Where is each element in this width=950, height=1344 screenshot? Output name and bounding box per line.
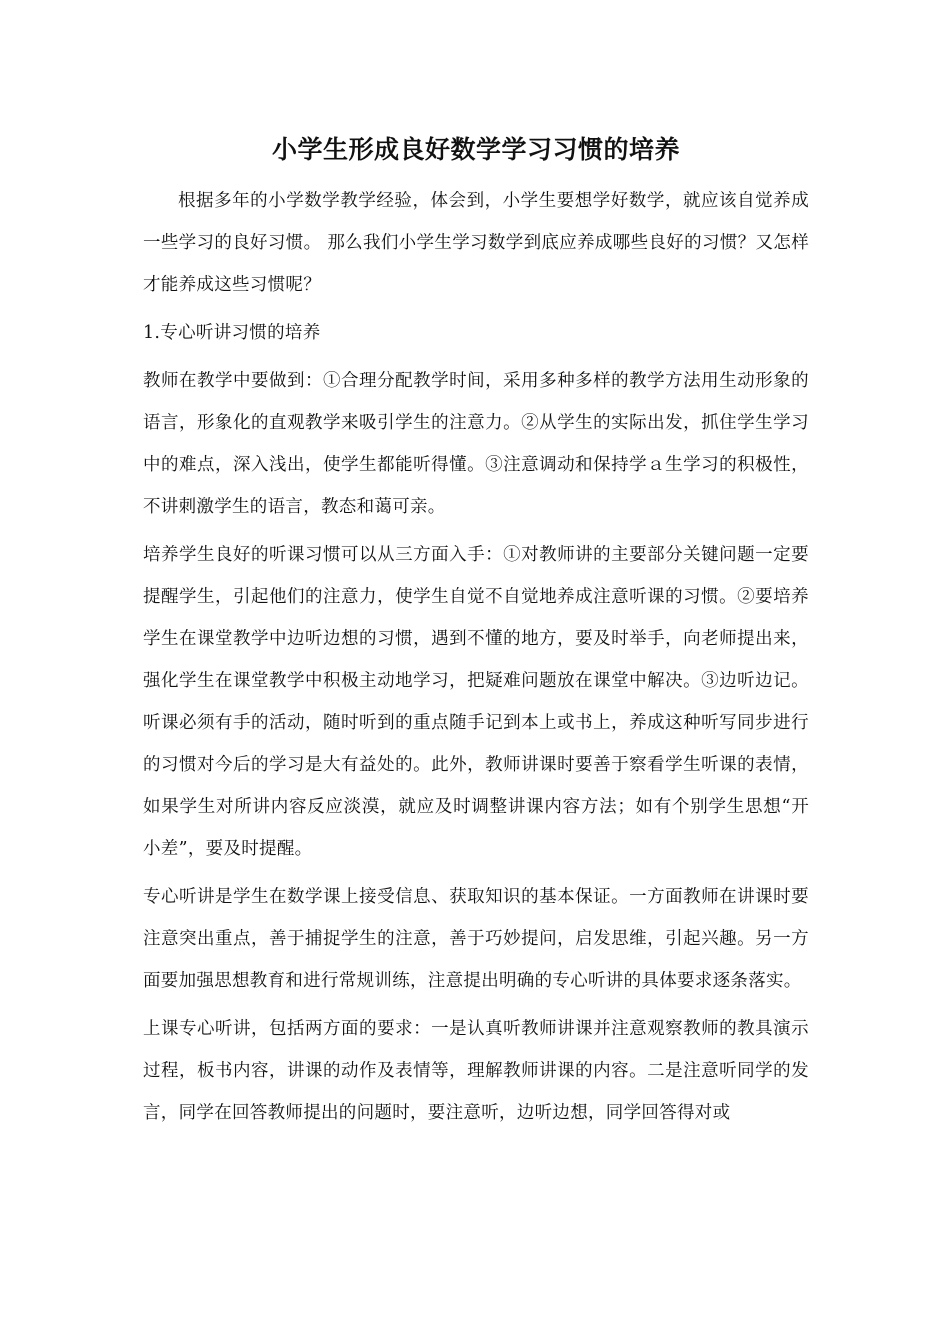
- body-paragraph: 教师在教学中要做到：①合理分配教学时间，采用多种多样的教学方法用生动形象的语言，形象化的直观教学来吸引学生的注意力。②从学生的实际出发，抓住学生学习中的难点，深入浅出，使学生都能听得懂。③注意调动和保持学ａ生学习的积极性，不讲刺激学生的语言，教态和蔼可亲。: [143, 371, 809, 517]
- body-paragraph: 培养学生良好的听课习惯可以从三方面入手：①对教师讲的主要部分关键问题一定要提醒学生，引起他们的注意力，使学生自觉不自觉地养成注意听课的习惯。②要培养学生在课堂教学中边听边想的习惯，遇到不懂的地方，要及时举手，向老师提出来，强化学生在课堂教学中积极主动地学习，把疑难问题放在课堂中解决。③边听边记。听课必须有手的活动，随时听到的重点随手记到本上或书上，养成这种听写同步进行的习惯对今后的学习是大有益处的。此外，教师讲课时要善于察看学生听课的表情，如果学生对所讲内容反应淡漠，就应及时调整讲课内容方法；如有个别学生思想“开小差”，要及时提醒。: [143, 545, 809, 859]
- document-title: 小学生形成良好数学学习习惯的培养: [271, 135, 680, 164]
- body-paragraph: 上课专心听讲，包括两方面的要求：一是认真听教师讲课并注意观察教师的教具演示过程，板书内容，讲课的动作及表情等，理解教师讲课的内容。二是注意听同学的发言，同学在回答教师提出的问题时，要注意听，边听边想，同学回答得对或: [143, 1019, 809, 1123]
- body-paragraph: 专心听讲是学生在数学课上接受信息、获取知识的基本保证。一方面教师在讲课时要注意突出重点，善于捕捉学生的注意，善于巧妙提问，启发思维，引起兴趣。另一方面要加强思想教育和进行常规训练，注意提出明确的专心听讲的具体要求逐条落实。: [143, 887, 809, 991]
- document-body: [143, 126, 809, 1140]
- section-heading: 1.专心听讲习惯的培养: [143, 323, 321, 343]
- intro-paragraph: 根据多年的小学数学教学经验，体会到，小学生要想学好数学，就应该自觉养成一些学习的良好习惯。 那么我们小学生学习数学到底应养成哪些良好的习惯？又怎样才能养成这些习惯呢？: [143, 191, 809, 295]
